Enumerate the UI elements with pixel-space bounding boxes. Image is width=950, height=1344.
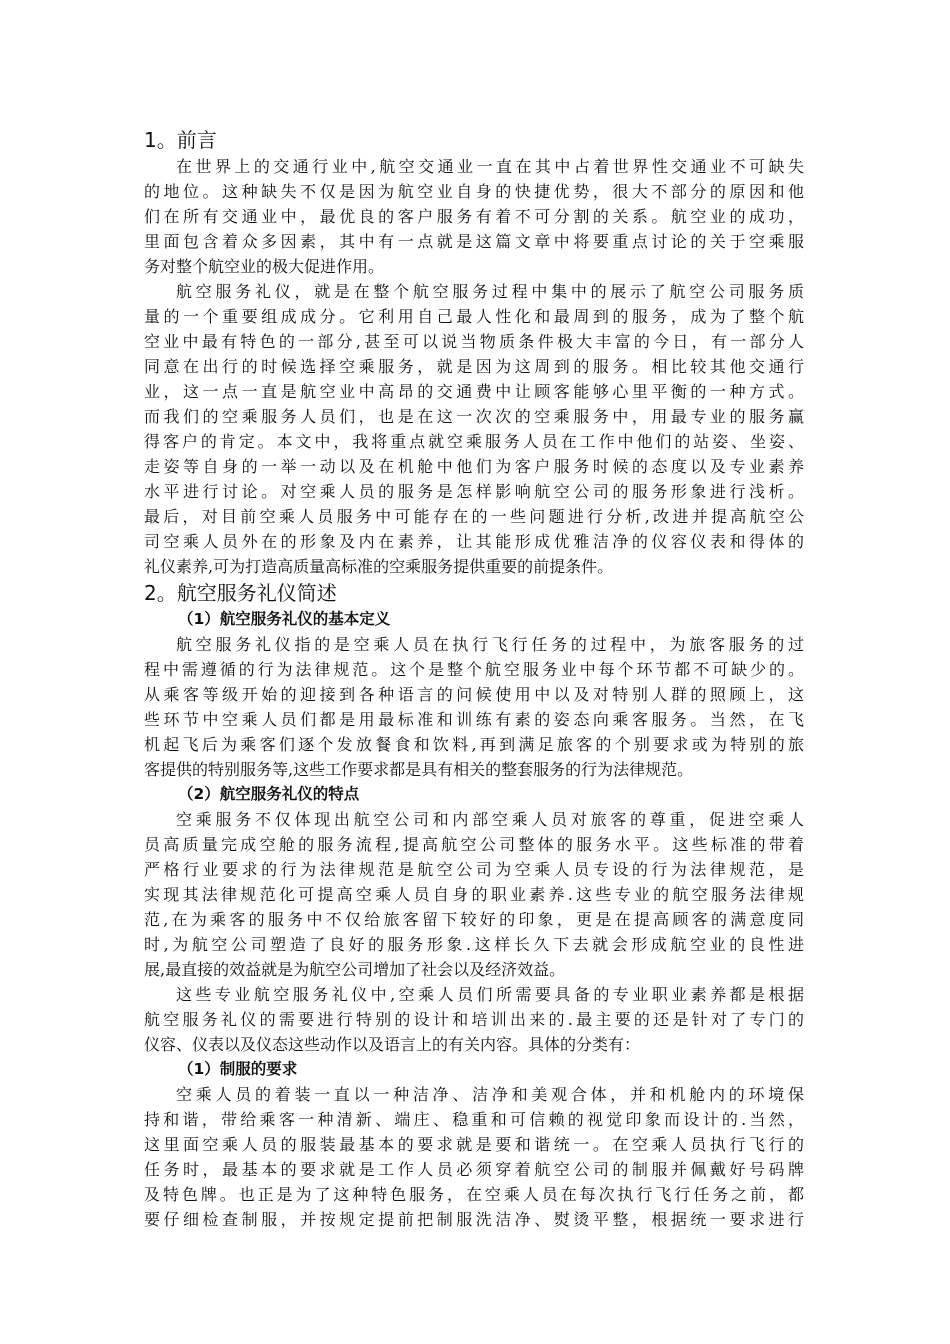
text-line: 任务时，最基本的要求就是工作人员必须穿着航空公司的制服并佩戴好号码牌 [144, 1160, 804, 1179]
text-line: 要仔细检查制服，并按规定提前把制服洗洁净、熨烫平整，根据统一要求进行 [144, 1210, 804, 1229]
text-line: 们在所有交通业中，最优良的客户服务有着不可分割的关系。航空业的成功， [144, 207, 804, 226]
text-line: 持和谐，带给乘客一种清新、端庄、稳重和可信赖的视觉印象而设计的.当然， [144, 1110, 804, 1129]
paragraph [144, 1082, 804, 1232]
text-line: 而我们的空乘服务人员们，也是在这一次次的空乘服务中，用最专业的服务赢 [144, 407, 804, 426]
section-heading-overview: 2。航空服务礼仪简述 [144, 581, 337, 605]
text-line: 从乘客等级开始的迎接到各种语言的问候使用中以及对特别人群的照顾上，这 [144, 685, 804, 704]
text-line: 时,为航空公司塑造了良好的服务形象.这样长久下去就会形成航空业的良性进 [144, 935, 804, 954]
subsection-heading-uniform: （1）制服的要求 [178, 1060, 298, 1078]
text-line: 范,在为乘客的服务中不仅给旅客留下较好的印象，更是在提高顾客的满意度同 [144, 910, 804, 929]
paragraph [144, 632, 804, 782]
subsection-heading-definition: （1）航空服务礼仪的基本定义 [178, 610, 391, 628]
text-line: 航空服务礼仪的需要进行特别的设计和培训出来的.最主要的还是针对了专门的 [144, 1010, 804, 1029]
text-line: 在世界上的交通行业中,航空交通业一直在其中占着世界性交通业不可缺失 [176, 157, 804, 176]
paragraph [144, 807, 804, 982]
paragraph [144, 982, 804, 1057]
text-line: 空业中最有特色的一部分,甚至可以说当物质条件极大丰富的今日，有一部分人 [144, 332, 804, 351]
text-line: 里面包含着众多因素，其中有一点就是这篇文章中将要重点讨论的关于空乘服 [144, 232, 804, 251]
paragraph [144, 154, 804, 279]
document-page [144, 126, 804, 1232]
text-line: 严格行业要求的行为法律规范是航空公司为空乘人员专设的行为法律规范，是 [144, 860, 804, 879]
text-line: 水平进行讨论。对空乘人员的服务是怎样影响航空公司的服务形象进行浅析。 [144, 482, 804, 501]
text-line: 务对整个航空业的极大促进作用。 [144, 257, 385, 276]
text-line: 空乘人员的着装一直以一种洁净、洁净和美观合体，并和机舱内的环境保 [176, 1085, 804, 1104]
text-line: 程中需遵循的行为法律规范。这个是整个航空服务业中每个环节都不可缺少的。 [144, 660, 804, 679]
text-line: 机起飞后为乘客们逐个发放餐食和饮料,再到满足旅客的个别要求或为特别的旅 [144, 735, 804, 754]
text-line: 得客户的肯定。本文中，我将重点就空乘服务人员在工作中他们的站姿、坐姿、 [144, 432, 804, 451]
text-line: 同意在出行的时候选择空乘服务，就是因为这周到的服务。相比较其他交通行 [144, 357, 804, 376]
text-line: 量的一个重要组成成分。它利用自己最人性化和最周到的服务，成为了整个航 [144, 307, 804, 326]
text-line: 这里面空乘人员的服装最基本的要求就是要和谐统一。在空乘人员执行飞行的 [144, 1135, 804, 1154]
text-line: 员高质量完成空舱的服务流程,提高航空公司整体的服务水平。这些标准的带着 [144, 835, 804, 854]
text-line: 的地位。这种缺失不仅是因为航空业自身的快捷优势，很大不部分的原因和他 [144, 182, 804, 201]
text-line: 走姿等自身的一举一动以及在机舱中他们为客户服务时候的态度以及专业素养 [144, 457, 804, 476]
text-line: 实现其法律规范化可提高空乘人员自身的职业素养.这些专业的航空服务法律规 [144, 885, 804, 904]
text-line: 些环节中空乘人员们都是用最标准和训练有素的姿态向乘客服务。当然，在飞 [144, 710, 804, 729]
text-line: 业，这一点一直是航空业中高昂的交通费中让顾客能够心里平衡的一种方式。 [144, 382, 804, 401]
paragraph [144, 279, 804, 579]
text-line: 航空服务礼仪，就是在整个航空服务过程中集中的展示了航空公司服务质 [176, 282, 804, 301]
text-line: 航空服务礼仪指的是空乘人员在执行飞行任务的过程中，为旅客服务的过 [176, 635, 804, 654]
text-line: 最后，对目前空乘人员服务中可能存在的一些问题进行分析,改进并提高航空公 [144, 507, 804, 526]
subsection-heading-features: （2）航空服务礼仪的特点 [178, 785, 360, 803]
text-line: 仪容、仪表以及仪态这些动作以及语言上的有关内容。具体的分类有： [144, 1035, 641, 1054]
text-line: 司空乘人员外在的形象及内在素养，让其能形成优雅洁净的仪容仪表和得体的 [144, 532, 804, 551]
text-line: 及特色牌。也正是为了这种特色服务，在空乘人员在每次执行飞行任务之前，都 [144, 1185, 804, 1204]
text-line: 客提供的特别服务等,这些工作要求都是具有相关的整套服务的行为法律规范。 [144, 760, 694, 779]
text-line: 这些专业航空服务礼仪中,空乘人员们所需要具备的专业职业素养都是根据 [176, 985, 804, 1004]
text-line: 空乘服务不仅体现出航空公司和内部空乘人员对旅客的尊重，促进空乘人 [176, 810, 804, 829]
text-line: 展,最直接的效益就是为航空公司增加了社会以及经济效益。 [144, 960, 566, 979]
text-line: 礼仪素养,可为打造高质量高标准的空乘服务提供重要的前提条件。 [144, 557, 614, 576]
section-heading-preface: 1。前言 [144, 128, 217, 152]
